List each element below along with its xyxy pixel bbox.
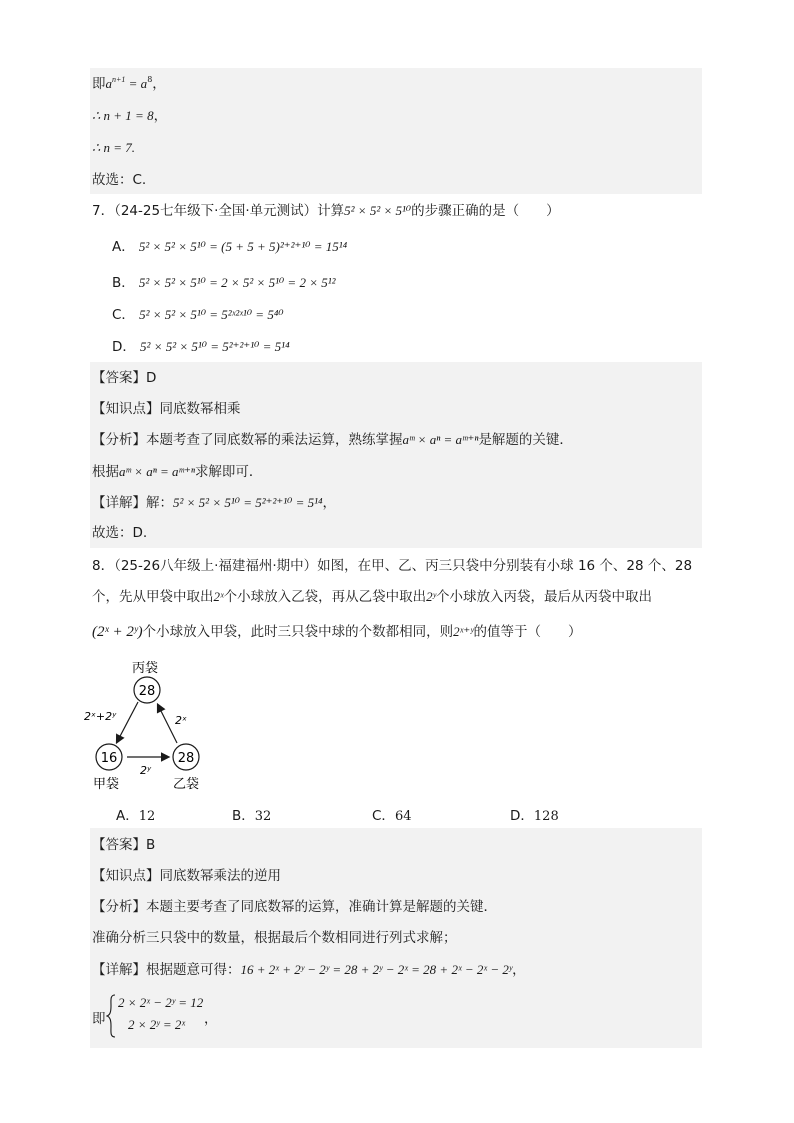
- q7-stem: [92, 201, 560, 222]
- option-text: 5² × 5² × 5¹⁰ = (5 + 5 + 5)²⁺²⁺¹⁰ = 15¹⁴: [138, 239, 348, 254]
- math: a: [105, 76, 112, 91]
- text: 即: [92, 1011, 106, 1027]
- q7-knowledge: 【知识点】同底数幂相乘: [92, 401, 241, 417]
- math: ∴ n + 1 = 8: [92, 108, 154, 123]
- q7-analysis: [92, 430, 573, 451]
- equation-2: 2 × 2ʸ = 2ˣ: [128, 1017, 186, 1032]
- text: 【详解】解：: [92, 495, 173, 511]
- text: 【详解】根据题意可得：: [92, 962, 241, 978]
- q7-option-d: [112, 337, 290, 358]
- option-text: 64: [394, 809, 412, 824]
- math-exponent: n+1: [112, 75, 126, 84]
- q8-option-c: [372, 804, 411, 824]
- option-label: A．: [112, 239, 135, 255]
- math: aᵐ × aⁿ = aᵐ⁺ⁿ: [119, 464, 195, 479]
- q7-analysis-2: [92, 462, 262, 483]
- text: ，: [204, 1011, 218, 1027]
- question-text: 个小球放入丙袋，最后从丙袋中取出: [436, 589, 652, 605]
- question-text: （24-25七年级下·全国·单元测试）计算: [114, 203, 345, 219]
- q8-option-a: [116, 804, 155, 824]
- top-line-3: [92, 138, 135, 159]
- option-label: A．: [116, 808, 139, 824]
- option-label: B．: [232, 808, 255, 824]
- q7-detail: [92, 493, 336, 514]
- question-number: 7．: [92, 203, 115, 219]
- top-line-4: 故选：C.: [92, 172, 147, 188]
- q7-choice: 故选：D.: [92, 525, 148, 541]
- math-exponent: 8: [147, 75, 153, 84]
- math: 5² × 5² × 5¹⁰: [344, 203, 412, 218]
- option-text: 5² × 5² × 5¹⁰ = 2 × 5² × 5¹⁰ = 2 × 5¹²: [138, 275, 336, 290]
- text: 求解即可．: [194, 464, 263, 480]
- q8-stem-3: [92, 622, 582, 643]
- math: 2ˣ: [213, 589, 224, 604]
- option-label: D．: [112, 339, 136, 355]
- text: ，: [322, 495, 337, 511]
- math: ∴ n = 7.: [92, 140, 136, 155]
- bag-a-label: 甲袋: [93, 777, 120, 792]
- arrow-a-to-b-label: 2ʸ: [140, 764, 152, 777]
- question-text: 个小球放入乙袋，再从乙袋中取出: [223, 589, 427, 605]
- brace: [106, 994, 116, 1038]
- text: ，: [512, 962, 526, 978]
- q8-analysis-2: 准确分析三只袋中的数量，根据最后个数相同进行列式求解；: [92, 930, 457, 946]
- q7-option-c: [112, 305, 284, 326]
- option-label: B．: [112, 275, 135, 291]
- math: = a: [125, 76, 148, 91]
- question-text: （25-26八年级上·福建福州·期中）如图，在甲、乙、丙三只袋中分别装有小球 16 个、28 个、28: [114, 558, 693, 574]
- bag-b-label: 乙袋: [173, 777, 200, 792]
- question-text: 个，先从甲袋中取出: [92, 589, 214, 605]
- equation-1: 2 × 2ˣ − 2ʸ = 12: [118, 995, 204, 1010]
- q8-analysis: 【分析】本题主要考查了同底数幂的运算，准确计算是解题的关键．: [92, 899, 497, 915]
- bags-diagram: [80, 652, 220, 797]
- q8-answer: 【答案】B: [92, 837, 156, 853]
- option-text: 32: [254, 809, 272, 824]
- question-text: 的步骤正确的是（ ）: [411, 203, 560, 219]
- solution-shade-top: [90, 68, 702, 194]
- q7-option-a: [112, 237, 347, 258]
- text: 根据: [92, 464, 119, 480]
- math: 5² × 5² × 5¹⁰ = 5²⁺²⁺¹⁰ = 5¹⁴: [173, 495, 323, 510]
- q8-option-d: [510, 804, 559, 824]
- bag-c-label: 丙袋: [132, 661, 159, 676]
- q7-option-b: [112, 273, 336, 294]
- question-text: 的值等于（ ）: [473, 624, 582, 640]
- option-label: C．: [372, 808, 395, 824]
- top-line-2: [92, 106, 167, 127]
- question-number: 8．: [92, 558, 115, 574]
- option-text: 5² × 5² × 5¹⁰ = 5²ˣ²ˣ¹⁰ = 5⁴⁰: [139, 307, 284, 322]
- option-text: 12: [138, 809, 156, 824]
- option-text: 5² × 5² × 5¹⁰ = 5²⁺²⁺¹⁰ = 5¹⁴: [140, 339, 290, 354]
- bag-c-value: 28: [138, 684, 156, 699]
- bag-a-value: 16: [100, 751, 118, 766]
- math: 16 + 2ˣ + 2ʸ − 2ʸ = 28 + 2ʸ − 2ˣ = 28 + 2ˣ − 2ˣ − 2ʸ: [240, 962, 513, 977]
- text: 是解题的关键．: [478, 432, 573, 448]
- option-label: C．: [112, 307, 135, 323]
- bag-b-value: 28: [177, 751, 195, 766]
- arrow-c-to-a-label: 2ˣ+2ʸ: [84, 710, 117, 723]
- option-label: D．: [510, 808, 534, 824]
- solution-shade-q7: [90, 362, 702, 548]
- q8-knowledge: 【知识点】同底数幂乘法的逆用: [92, 868, 281, 884]
- math: 2ʸ: [426, 589, 436, 604]
- q8-detail: [92, 960, 526, 981]
- arrow-b-to-c-label: 2ˣ: [175, 714, 187, 727]
- text: 即: [92, 76, 106, 92]
- text: ，: [153, 108, 168, 124]
- math: aᵐ × aⁿ = aᵐ⁺ⁿ: [402, 432, 479, 447]
- q8-stem-2: [92, 587, 652, 608]
- q8-option-b: [232, 804, 271, 824]
- text: ，: [152, 76, 166, 92]
- q8-stem-1: [92, 556, 692, 577]
- top-line-1: [92, 74, 166, 95]
- option-text: 128: [533, 809, 559, 824]
- q8-system: [92, 994, 292, 1038]
- math: 2ˣ⁺ʸ: [453, 624, 474, 639]
- arrow-c-to-a: [117, 702, 138, 742]
- question-text: 个小球放入甲袋，此时三只袋中球的个数都相同，则: [142, 624, 454, 640]
- math: (2ˣ + 2ʸ): [92, 624, 143, 640]
- q7-answer: 【答案】D: [92, 370, 157, 386]
- text: 【分析】本题考查了同底数幂的乘法运算，熟练掌握: [92, 432, 403, 448]
